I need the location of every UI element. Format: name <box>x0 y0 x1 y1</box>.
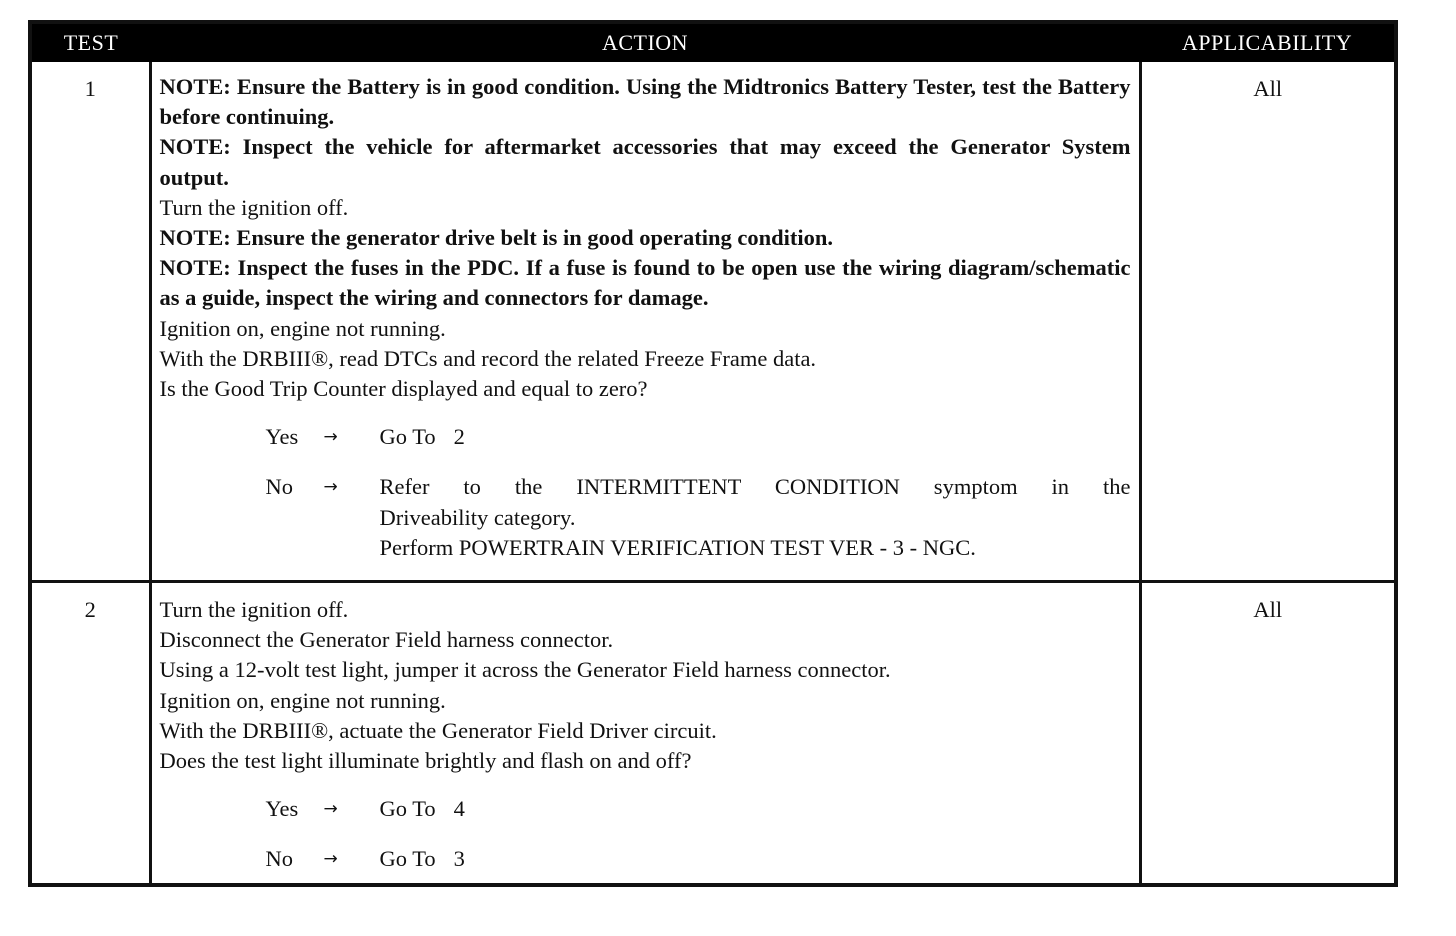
answer-yes-result <box>380 794 1131 824</box>
step-ignition-on: Ignition on, engine not running. <box>159 315 446 341</box>
note-drive-belt: NOTE: Ensure the generator drive belt is in good operating condition. <box>159 225 834 251</box>
arrow-icon: → <box>323 849 338 870</box>
goto-label: Go To <box>379 846 436 872</box>
note-accessories: NOTE: Inspect the vehicle for aftermarket accessories that may exceed the Generator System output. <box>159 134 1131 190</box>
diagnostic-table <box>28 20 1398 887</box>
answer-no-result <box>380 844 1131 874</box>
step-ignition-off: Turn the ignition off. <box>159 194 349 220</box>
answer-block <box>266 422 1131 563</box>
goto-number: 3 <box>453 846 465 872</box>
answer-block <box>266 794 1131 874</box>
step-question: Does the test light illuminate brightly and flash on and off? <box>159 748 692 774</box>
table-row <box>30 62 1396 582</box>
arrow-icon: → <box>323 427 338 448</box>
answer-yes-label: Yes <box>265 796 299 822</box>
step-disconnect: Disconnect the Generator Field harness connector. <box>159 627 614 653</box>
answer-no <box>266 472 1131 563</box>
answer-yes-label: Yes <box>265 424 299 450</box>
answer-no-line: Refer to the INTERMITTENT CONDITION symptom in the <box>379 474 1131 500</box>
step-ignition-on: Ignition on, engine not running. <box>159 687 446 713</box>
answer-yes <box>266 794 1131 824</box>
answer-yes-result <box>380 422 1131 452</box>
answer-yes <box>266 422 1131 452</box>
step-actuate: With the DRBIII®, actuate the Generator Field Driver circuit. <box>159 717 717 743</box>
test-number: 1 <box>30 62 150 582</box>
test-number: 2 <box>30 582 150 885</box>
table-row <box>30 582 1396 885</box>
arrow-icon: → <box>323 799 338 820</box>
goto-label: Go To <box>379 796 436 822</box>
step-question: Is the Good Trip Counter displayed and equal to zero? <box>159 376 648 402</box>
answer-no <box>266 844 1131 874</box>
diagnostic-page <box>28 20 1394 887</box>
arrow-icon: → <box>323 477 338 498</box>
header-test: TEST <box>30 22 150 62</box>
step-test-light: Using a 12-volt test light, jumper it across the Generator Field harness connector. <box>159 657 891 683</box>
goto-number: 2 <box>453 424 465 450</box>
table-header <box>30 22 1396 62</box>
applicability-value: All <box>1140 62 1396 582</box>
note-fuses: NOTE: Inspect the fuses in the PDC. If a fuse is found to be open use the wiring diagram/schematic as a guide, inspect the wiring and connectors for damage. <box>159 255 1131 311</box>
step-read-dtcs: With the DRBIII®, read DTCs and record the related Freeze Frame data. <box>159 345 817 371</box>
step-ignition-off: Turn the ignition off. <box>159 597 349 622</box>
applicability-value: All <box>1140 582 1396 885</box>
answer-no-line: Perform POWERTRAIN VERIFICATION TEST VER - 3 - NGC. <box>379 534 976 560</box>
goto-label: Go To <box>379 424 436 450</box>
header-applicability: APPLICABILITY <box>1140 22 1396 62</box>
answer-no-label: No <box>265 474 293 500</box>
goto-number: 4 <box>453 796 465 822</box>
answer-no-line: Driveability category. <box>379 504 576 530</box>
answer-no-label: No <box>265 846 293 872</box>
action-cell <box>150 62 1140 582</box>
action-cell <box>150 582 1140 885</box>
note-battery: NOTE: Ensure the Battery is in good condition. Using the Midtronics Battery Tester, test the Battery before continuing. <box>159 74 1131 130</box>
header-action: ACTION <box>150 22 1140 62</box>
answer-no-result <box>380 472 1131 563</box>
